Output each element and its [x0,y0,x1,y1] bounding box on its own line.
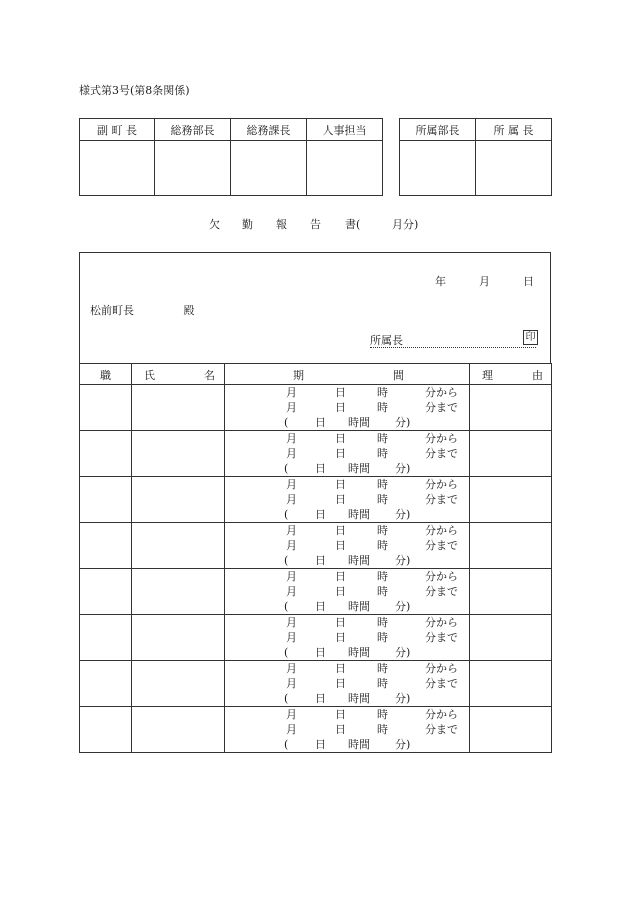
duration-days: 日 [315,462,326,475]
period-to-day: 日 [335,723,346,736]
approval-header-general-affairs-manager: 総務課長 [231,119,307,141]
stamp-box-general-affairs-director[interactable] [155,141,231,196]
period-to-minute: 分まで [425,677,458,690]
duration-days: 日 [315,508,326,521]
duration-hours: 時間 [348,738,370,751]
duration-open-paren: ( [284,508,289,521]
reason-cell[interactable] [470,615,552,661]
period-from-day: 日 [335,662,346,675]
title-char-1: 欠 [209,218,220,231]
period-from-day: 日 [335,616,346,629]
report-header-frame [79,252,551,363]
position-cell[interactable] [80,615,132,661]
period-to-day: 日 [335,539,346,552]
period-from-day: 日 [335,708,346,721]
period-from-hour: 時 [377,662,388,675]
approval-stamp-table-left [79,118,383,196]
name-cell[interactable] [132,707,225,753]
period-from-minute: 分から [425,432,458,445]
period-to-minute: 分まで [425,493,458,506]
period-from-minute: 分から [425,708,458,721]
period-from-minute: 分から [425,662,458,675]
duration-open-paren: ( [284,462,289,475]
duration-open-paren: ( [284,646,289,659]
duration-days: 日 [315,738,326,751]
duration-hours: 時間 [348,600,370,613]
period-to-hour: 時 [377,631,388,644]
stamp-box-section-chief[interactable] [476,141,552,196]
period-to-month: 月 [286,585,297,598]
period-from-hour: 時 [377,708,388,721]
date-line[interactable] [80,273,550,289]
period-to-month: 月 [286,493,297,506]
name-cell[interactable] [132,385,225,431]
name-cell[interactable] [132,615,225,661]
duration-days: 日 [315,692,326,705]
period-to-minute: 分まで [425,447,458,460]
name-cell[interactable] [132,569,225,615]
period-to-day: 日 [335,631,346,644]
duration-days: 日 [315,416,326,429]
period-cell[interactable] [225,661,470,707]
duration-minutes: 分) [395,600,411,613]
position-cell[interactable] [80,569,132,615]
period-to-minute: 分まで [425,585,458,598]
name-cell[interactable] [132,661,225,707]
seal-mark: 印 [523,330,538,345]
table-row [80,707,552,753]
table-row [80,661,552,707]
period-cell[interactable] [225,615,470,661]
period-to-hour: 時 [377,401,388,414]
title-char-2: 勤 [242,218,253,231]
duration-minutes: 分) [395,554,411,567]
header-position: 職 [80,364,132,385]
position-cell[interactable] [80,523,132,569]
period-to-day: 日 [335,447,346,460]
reason-cell[interactable] [470,661,552,707]
name-cell[interactable] [132,477,225,523]
duration-minutes: 分) [395,692,411,705]
form-label: 様式第3号(第8条関係) [79,84,190,97]
period-to-hour: 時 [377,493,388,506]
approval-header-section-chief: 所 属 長 [476,119,552,141]
approval-header-vice-mayor: 副 町 長 [80,119,155,141]
name-cell[interactable] [132,523,225,569]
position-cell[interactable] [80,477,132,523]
period-to-minute: 分まで [425,539,458,552]
period-to-hour: 時 [377,447,388,460]
date-month: 月 [479,275,490,288]
absence-table [79,363,552,753]
duration-hours: 時間 [348,646,370,659]
period-from-month: 月 [286,662,297,675]
period-to-month: 月 [286,539,297,552]
period-to-day: 日 [335,401,346,414]
duration-hours: 時間 [348,462,370,475]
reason-cell[interactable] [470,477,552,523]
duration-minutes: 分) [395,416,411,429]
duration-hours: 時間 [348,416,370,429]
period-from-hour: 時 [377,478,388,491]
position-cell[interactable] [80,661,132,707]
period-to-month: 月 [286,723,297,736]
duration-days: 日 [315,554,326,567]
period-from-hour: 時 [377,386,388,399]
sender-label: 所属長 [370,334,403,347]
addressee-name: 松前町長 [90,304,134,317]
table-row [80,615,552,661]
addressee [90,302,195,318]
period-from-day: 日 [335,432,346,445]
date-day: 日 [523,275,534,288]
period-to-hour: 時 [377,723,388,736]
period-cell[interactable] [225,569,470,615]
duration-hours: 時間 [348,692,370,705]
duration-minutes: 分) [395,646,411,659]
table-row [80,431,552,477]
reason-cell[interactable] [470,707,552,753]
duration-minutes: 分) [395,738,411,751]
title-month-suffix: 月分) [392,218,419,231]
period-from-minute: 分から [425,386,458,399]
addressee-honorific: 殿 [183,304,195,317]
period-from-month: 月 [286,432,297,445]
duration-minutes: 分) [395,508,411,521]
date-year: 年 [435,275,446,288]
period-to-minute: 分まで [425,723,458,736]
position-cell[interactable] [80,707,132,753]
duration-minutes: 分) [395,462,411,475]
period-to-minute: 分まで [425,631,458,644]
period-cell[interactable] [225,385,470,431]
header-name: 氏 名 [132,364,225,385]
reason-cell[interactable] [470,523,552,569]
period-from-minute: 分から [425,616,458,629]
stamp-box-vice-mayor[interactable] [80,141,155,196]
period-from-day: 日 [335,478,346,491]
name-cell[interactable] [132,431,225,477]
period-to-hour: 時 [377,677,388,690]
reason-cell[interactable] [470,385,552,431]
period-cell[interactable] [225,523,470,569]
period-from-hour: 時 [377,432,388,445]
period-to-hour: 時 [377,539,388,552]
period-from-hour: 時 [377,570,388,583]
approval-header-personnel-staff: 人事担当 [307,119,383,141]
period-to-month: 月 [286,401,297,414]
duration-open-paren: ( [284,692,289,705]
period-from-hour: 時 [377,616,388,629]
table-row [80,523,552,569]
duration-hours: 時間 [348,554,370,567]
period-to-month: 月 [286,447,297,460]
period-to-day: 日 [335,677,346,690]
stamp-box-department-director[interactable] [400,141,476,196]
table-row [80,569,552,615]
title-char-3: 報 [276,218,287,231]
period-from-minute: 分から [425,478,458,491]
duration-open-paren: ( [284,738,289,751]
period-from-day: 日 [335,386,346,399]
duration-open-paren: ( [284,600,289,613]
period-from-day: 日 [335,570,346,583]
duration-open-paren: ( [284,554,289,567]
duration-open-paren: ( [284,416,289,429]
period-to-day: 日 [335,493,346,506]
period-to-month: 月 [286,631,297,644]
header-reason: 理 由 [470,364,552,385]
approval-header-general-affairs-director: 総務部長 [155,119,231,141]
stamp-box-general-affairs-manager[interactable] [231,141,307,196]
table-row [80,385,552,431]
approval-header-department-director: 所属部長 [400,119,476,141]
period-from-month: 月 [286,478,297,491]
period-from-minute: 分から [425,524,458,537]
approval-stamp-table-right [399,118,552,196]
period-to-month: 月 [286,677,297,690]
stamp-box-personnel-staff[interactable] [307,141,383,196]
reason-cell[interactable] [470,569,552,615]
period-from-month: 月 [286,616,297,629]
header-period: 期 間 [225,364,470,385]
period-to-day: 日 [335,585,346,598]
period-cell[interactable] [225,431,470,477]
reason-cell[interactable] [470,431,552,477]
period-to-hour: 時 [377,585,388,598]
period-from-hour: 時 [377,524,388,537]
sender-signature-line[interactable] [370,332,536,348]
period-from-month: 月 [286,570,297,583]
period-from-month: 月 [286,386,297,399]
table-row [80,477,552,523]
period-from-month: 月 [286,708,297,721]
period-from-minute: 分から [425,570,458,583]
title-char-4: 告 [310,218,321,231]
period-from-month: 月 [286,524,297,537]
position-cell[interactable] [80,431,132,477]
title-char-5: 書( [345,218,361,231]
duration-days: 日 [315,646,326,659]
period-cell[interactable] [225,707,470,753]
period-to-minute: 分まで [425,401,458,414]
duration-hours: 時間 [348,508,370,521]
duration-days: 日 [315,600,326,613]
period-from-day: 日 [335,524,346,537]
period-cell[interactable] [225,477,470,523]
position-cell[interactable] [80,385,132,431]
